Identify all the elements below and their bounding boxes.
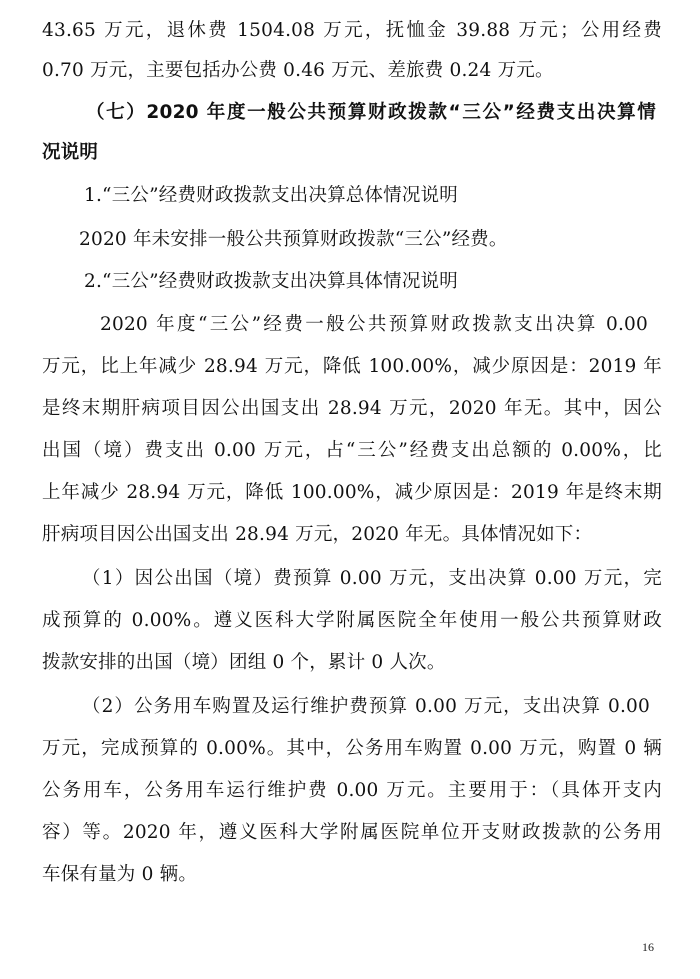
- body-line-8: 上年减少 28.94 万元，降低 100.00%，减少原因是：2019 年是终末期: [42, 482, 662, 503]
- item-2-line-4: 容）等。2020 年，遵义医科大学附属医院单位开支财政拨款的公务用: [42, 822, 662, 843]
- item-2-line-3: 公务用车，公务用车运行维护费 0.00 万元。主要用于：（具体开支内: [42, 780, 662, 801]
- item-2-line-1: （2）公务用车购置及运行维护费预算 0.00 万元，支出决算 0.00: [82, 696, 650, 717]
- section-heading-cont: 况说明: [42, 142, 99, 163]
- body-line-9: 肝病项目因公出国支出 28.94 万元，2020 年无。具体情况如下：: [42, 524, 593, 545]
- item-2-line-2: 万元，完成预算的 0.00%。其中，公务用车购置 0.00 万元，购置 0 辆: [42, 738, 662, 759]
- body-line-7: 出国（境）费支出 0.00 万元，占“三公”经费支出总额的 0.00%，比: [42, 440, 662, 461]
- body-line-1: 43.65 万元，退休费 1504.08 万元，抚恤金 39.88 万元；公用经费: [42, 20, 662, 41]
- item-2-line-5: 车保有量为 0 辆。: [42, 864, 198, 885]
- body-line-3: 2020 年未安排一般公共预算财政拨款“三公”经费。: [79, 229, 508, 250]
- body-line-2: 0.70 万元，主要包括办公费 0.46 万元、差旅费 0.24 万元。: [42, 60, 554, 81]
- item-1-line-2: 成预算的 0.00%。遵义医科大学附属医院全年使用一般公共预算财政: [42, 610, 662, 631]
- body-line-6: 是终末期肝病项目因公出国支出 28.94 万元，2020 年无。其中，因公: [42, 398, 662, 419]
- body-line-5: 万元，比上年减少 28.94 万元，降低 100.00%，减少原因是：2019 年: [42, 356, 662, 377]
- page-number: 16: [642, 940, 654, 954]
- item-1-line-3: 拨款安排的出国（境）团组 0 个，累计 0 人次。: [42, 652, 446, 673]
- body-line-4: 2020 年度“三公”经费一般公共预算财政拨款支出决算 0.00: [100, 314, 648, 335]
- section-heading: （七）2020 年度一般公共预算财政拨款“三公”经费支出决算情: [86, 102, 656, 123]
- subheading-1: 1.“三公”经费财政拨款支出决算总体情况说明: [84, 185, 458, 206]
- item-1-line-1: （1）因公出国（境）费预算 0.00 万元，支出决算 0.00 万元，完: [82, 568, 662, 589]
- subheading-2: 2.“三公”经费财政拨款支出决算具体情况说明: [84, 271, 458, 292]
